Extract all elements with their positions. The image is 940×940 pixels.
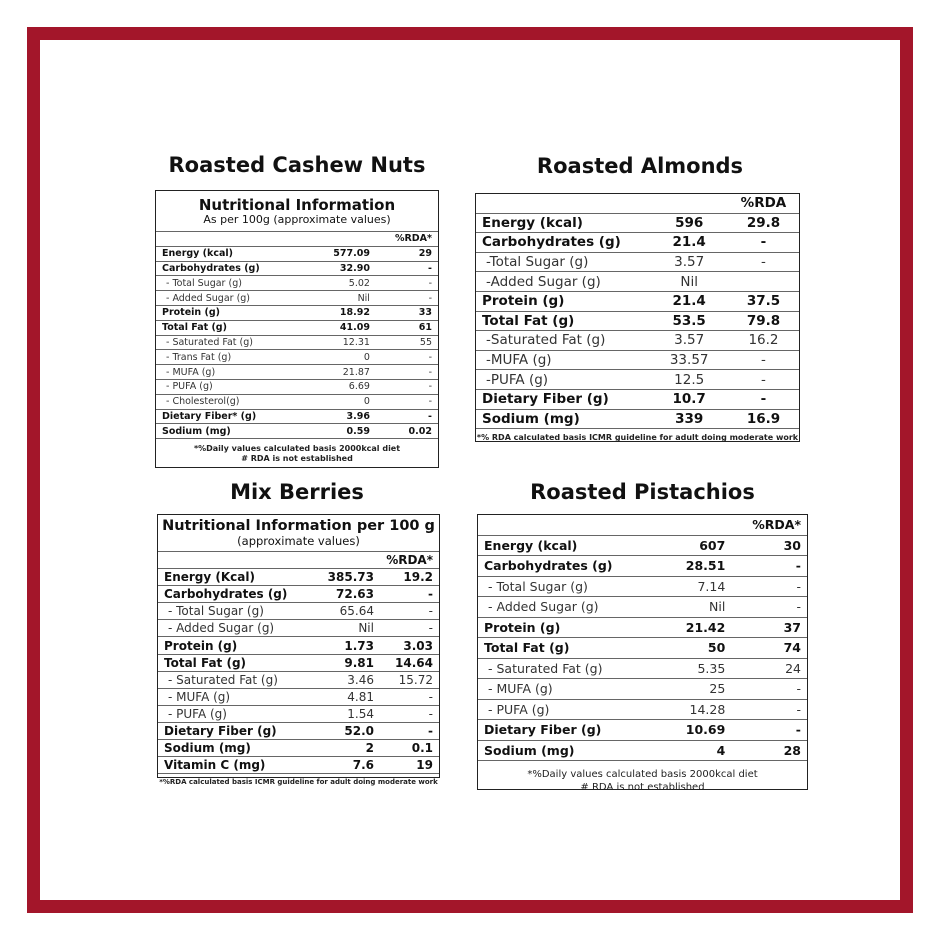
nutrient-row <box>476 252 799 272</box>
nutrient-value: 1.54 <box>347 706 374 721</box>
nutrient-row <box>156 379 438 394</box>
cashew-nutrition-panel <box>155 190 439 468</box>
nutrient-row <box>478 576 807 597</box>
nutrient-row <box>476 350 799 370</box>
nutrient-rda: - <box>428 396 432 408</box>
nutrient-row <box>478 658 807 679</box>
nutrient-rda: 74 <box>783 640 801 656</box>
almonds-rows <box>476 213 799 428</box>
nutrient-label: -Added Sugar (g) <box>486 273 601 290</box>
nutrient-label: -Saturated Fat (g) <box>486 332 606 349</box>
nutrient-rda: - <box>428 277 432 289</box>
nutrient-row <box>156 335 438 350</box>
nutrient-row <box>476 409 799 428</box>
nutrient-label: Sodium (mg) <box>162 425 231 437</box>
nutrient-rda: 37.5 <box>746 293 781 310</box>
pistachios-title: Roasted Pistachios <box>530 480 755 504</box>
nutrient-value: 1.73 <box>344 638 374 653</box>
nutrient-label: Sodium (mg) <box>482 410 580 427</box>
nutrient-row <box>158 637 439 654</box>
berries-title: Mix Berries <box>230 480 364 504</box>
almonds-footnote: *% RDA calculated basis ICMR guideline for adult doing moderate work <box>476 428 799 446</box>
nutrient-row <box>478 617 807 638</box>
nutrient-label: -MUFA (g) <box>486 352 552 369</box>
nutrient-rda: 16.2 <box>748 332 779 349</box>
berries-panel-header <box>158 515 439 551</box>
nutrient-label: Sodium (mg) <box>484 742 575 758</box>
nutrient-row <box>156 394 438 409</box>
nutrient-label: Vitamin C (mg) <box>164 758 266 773</box>
nutrient-value: Nil <box>680 273 698 290</box>
nutrient-label: Carbohydrates (g) <box>484 558 613 574</box>
nutrient-value: 12.5 <box>674 371 705 388</box>
nutrient-label: - PUFA (g) <box>166 381 213 393</box>
nutrient-rda: - <box>760 234 767 251</box>
nutrient-label: Energy (kcal) <box>162 248 233 260</box>
nutrient-value: 65.64 <box>339 604 374 619</box>
nutrient-label: Total Fat (g) <box>482 312 575 329</box>
nutrient-rda: 19 <box>416 758 433 773</box>
nutrient-value: 4.81 <box>347 689 374 704</box>
nutrient-value: 4 <box>716 742 726 758</box>
nutrient-label: - PUFA (g) <box>168 706 227 721</box>
nutrient-label: - Added Sugar (g) <box>166 292 251 304</box>
almonds-label-col-header <box>476 194 650 213</box>
nutrient-row <box>478 556 807 577</box>
nutrient-label: - Cholesterol(g) <box>166 396 240 408</box>
nutrient-row <box>158 757 439 774</box>
nutrient-label: Energy (Kcal) <box>164 570 255 585</box>
cashew-footnote-line-1: *%Daily values calculated basis 2000kcal diet <box>193 444 401 454</box>
nutrient-value: 5.35 <box>697 660 726 676</box>
nutrient-value: 28.51 <box>685 558 726 574</box>
nutrient-value: 21.4 <box>672 234 706 251</box>
nutrient-row <box>476 370 799 390</box>
nutrient-rda: 79.8 <box>746 312 781 329</box>
nutrient-row <box>476 291 799 311</box>
nutrient-value: 53.5 <box>672 312 706 329</box>
nutrient-row <box>156 261 438 276</box>
nutrient-rda: - <box>428 723 433 738</box>
nutrient-row <box>156 365 438 380</box>
nutrient-value: 339 <box>675 410 704 427</box>
nutrient-row <box>156 409 438 424</box>
nutrient-rda: 14.64 <box>395 655 433 670</box>
nutrient-value: 7.14 <box>697 578 726 594</box>
nutrient-rda: - <box>795 558 801 574</box>
nutrient-value: 18.92 <box>339 307 370 319</box>
nutrient-label: Dietary Fiber (g) <box>484 722 602 738</box>
nutrient-row <box>156 320 438 335</box>
nutrient-label: Energy (kcal) <box>482 214 583 231</box>
nutrient-label: - PUFA (g) <box>488 701 550 717</box>
nutrient-value: 0.59 <box>346 425 370 437</box>
nutrient-rda: 29 <box>418 248 432 260</box>
almonds-nutrition-table <box>476 194 799 428</box>
nutrient-label: Total Fat (g) <box>164 655 247 670</box>
nutrient-label: Protein (g) <box>162 307 220 319</box>
nutrient-rda: - <box>428 587 433 602</box>
nutrient-row <box>476 311 799 331</box>
nutrient-rda: - <box>428 604 433 619</box>
nutrient-value: 385.73 <box>327 570 374 585</box>
nutrient-row <box>156 246 438 261</box>
nutrient-row <box>158 740 439 757</box>
pistachios-label-col-header <box>478 515 669 535</box>
almonds-value-col-header <box>650 194 728 213</box>
nutrient-label: - MUFA (g) <box>168 689 231 704</box>
nutrient-value: 577.09 <box>333 248 370 260</box>
nutrient-rda: - <box>796 701 801 717</box>
nutrient-value: 32.90 <box>339 262 370 274</box>
nutrient-label: - MUFA (g) <box>488 681 553 697</box>
nutrient-value: 50 <box>707 640 726 656</box>
cashew-rda-col-header: %RDA* <box>394 233 432 245</box>
nutrient-label: Carbohydrates (g) <box>162 262 260 274</box>
nutrient-rda: - <box>795 722 801 738</box>
nutrient-row <box>158 722 439 739</box>
cashew-title: Roasted Cashew Nuts <box>168 153 426 177</box>
almonds-title: Roasted Almonds <box>536 154 744 178</box>
nutrient-rda: - <box>761 352 766 369</box>
pistachios-footnote-line-2: # RDA is not established <box>580 781 705 793</box>
nutrient-label: - Saturated Fat (g) <box>488 660 603 676</box>
berries-footnote: *%RDA calculated basis ICMR guideline for adult doing moderate work <box>158 773 439 787</box>
nutrient-label: Total Fat (g) <box>162 322 227 334</box>
nutrient-rda: 15.72 <box>398 672 433 687</box>
nutrient-row <box>478 720 807 741</box>
berries-panel-heading: Nutritional Information per 100 g <box>162 518 435 534</box>
nutrient-rda: - <box>760 391 767 408</box>
nutrient-label: - Saturated Fat (g) <box>168 672 278 687</box>
nutrient-row <box>158 586 439 603</box>
nutrient-rda: - <box>428 292 432 304</box>
berries-rda-col-header: %RDA* <box>386 553 433 568</box>
nutrient-rda: - <box>761 254 766 271</box>
nutrient-rda: 24 <box>785 660 801 676</box>
nutrient-value: 10.7 <box>672 391 706 408</box>
nutrient-value: 21.4 <box>672 293 706 310</box>
nutrient-rda: - <box>796 578 801 594</box>
pistachios-rda-col-header: %RDA* <box>752 517 801 533</box>
nutrient-row <box>156 350 438 365</box>
pistachios-footnote <box>478 760 807 794</box>
nutrient-row <box>478 679 807 700</box>
nutrient-row <box>476 331 799 351</box>
cashew-panel-heading: Nutritional Information <box>198 196 396 214</box>
nutrient-value: Nil <box>357 292 370 304</box>
nutrient-label: Carbohydrates (g) <box>482 234 621 251</box>
nutrient-rda: - <box>428 381 432 393</box>
nutrient-row <box>478 535 807 556</box>
nutrient-value: 5.02 <box>348 277 370 289</box>
nutrient-rda: 0.02 <box>408 425 432 437</box>
nutrient-rda: - <box>428 351 432 363</box>
nutrient-row <box>156 305 438 320</box>
nutrient-rda: - <box>428 621 433 636</box>
nutrient-label: Dietary Fiber (g) <box>482 391 609 408</box>
nutrient-row <box>158 705 439 722</box>
nutrient-row <box>158 654 439 671</box>
cashew-label-col-header <box>156 232 303 247</box>
nutrient-value: 21.42 <box>685 619 726 635</box>
nutrient-label: Total Fat (g) <box>484 640 570 656</box>
nutrient-rda: - <box>761 371 766 388</box>
nutrient-rda: - <box>796 681 801 697</box>
pistachios-value-col-header <box>669 515 732 535</box>
nutrient-value: 2 <box>365 741 374 756</box>
nutrient-value: 0 <box>363 396 370 408</box>
nutrient-rda: 19.2 <box>403 570 433 585</box>
nutrient-label: Energy (kcal) <box>484 537 578 553</box>
nutrient-label: Protein (g) <box>164 638 238 653</box>
nutrient-label: Sodium (mg) <box>164 741 251 756</box>
nutrient-value: 25 <box>709 681 726 697</box>
nutrient-value: 41.09 <box>339 322 370 334</box>
nutrient-label: Dietary Fiber (g) <box>164 723 277 738</box>
nutrient-value: 12.31 <box>342 336 370 348</box>
nutrient-row <box>478 699 807 720</box>
nutrient-value: 10.69 <box>685 722 726 738</box>
nutrient-value: 0 <box>363 351 370 363</box>
cashew-footnote-line-2: # RDA is not established <box>241 454 353 464</box>
nutrient-label: - Added Sugar (g) <box>488 599 599 615</box>
nutrient-row <box>158 620 439 637</box>
nutrient-row <box>476 272 799 292</box>
berries-panel-subheading: (approximate values) <box>237 533 360 548</box>
nutrient-row <box>478 740 807 760</box>
almonds-nutrition-panel <box>475 193 800 442</box>
nutrient-rda: - <box>428 410 432 422</box>
pistachios-nutrition-table <box>478 515 807 760</box>
nutrient-rda: - <box>796 599 801 615</box>
nutrient-label: - Total Sugar (g) <box>488 578 588 594</box>
nutrient-rda: 0.1 <box>411 741 433 756</box>
nutrient-rda: 33 <box>418 307 432 319</box>
pistachios-rows <box>478 535 807 760</box>
nutrient-value: 14.28 <box>689 701 726 717</box>
nutrient-row <box>158 671 439 688</box>
nutrient-value: 3.57 <box>674 254 705 271</box>
berries-label-col-header <box>158 552 310 569</box>
nutrient-label: - Added Sugar (g) <box>168 621 275 636</box>
nutrient-value: 3.57 <box>674 332 705 349</box>
nutrient-row <box>158 569 439 586</box>
nutrient-value: 33.57 <box>669 352 709 369</box>
pistachios-footnote-line-1: *%Daily values calculated basis 2000kcal diet <box>527 769 758 780</box>
nutrient-rda <box>728 272 799 292</box>
cashew-rows <box>156 246 438 438</box>
nutrient-label: Protein (g) <box>484 619 561 635</box>
nutrient-row <box>476 213 799 233</box>
nutrient-label: Protein (g) <box>482 293 565 310</box>
berries-nutrition-table <box>158 551 439 773</box>
nutrient-value: 3.46 <box>347 672 374 687</box>
nutrient-row <box>476 233 799 253</box>
nutrient-label: Dietary Fiber* (g) <box>162 410 257 422</box>
nutrient-label: - Trans Fat (g) <box>166 351 232 363</box>
nutrient-value: 6.69 <box>348 381 370 393</box>
nutrient-rda: 55 <box>419 336 432 348</box>
nutrient-row <box>158 688 439 705</box>
nutrient-value: 72.63 <box>336 587 374 602</box>
nutrient-value: 607 <box>699 537 726 553</box>
nutrient-rda: 37 <box>783 619 801 635</box>
nutrient-rda: 28 <box>783 742 801 758</box>
cashew-panel-header <box>156 191 438 231</box>
cashew-nutrition-table <box>156 231 438 438</box>
berries-rows <box>158 569 439 774</box>
pistachios-nutrition-panel <box>477 514 808 793</box>
nutrient-row <box>156 424 438 438</box>
nutrient-rda: - <box>428 706 433 721</box>
nutrient-value: Nil <box>358 621 374 636</box>
nutrient-rda: - <box>428 262 432 274</box>
almonds-rda-col-header: %RDA <box>740 195 787 212</box>
nutrient-label: -Total Sugar (g) <box>486 254 589 271</box>
nutrient-row <box>156 291 438 306</box>
nutrient-row <box>158 603 439 620</box>
nutrient-label: - MUFA (g) <box>166 366 216 378</box>
nutrient-label: -PUFA (g) <box>486 371 549 388</box>
nutrient-rda: - <box>428 689 433 704</box>
nutrient-rda: 30 <box>783 537 801 553</box>
nutrient-value: 52.0 <box>344 723 374 738</box>
cashew-panel-subheading: As per 100g (approximate values) <box>203 213 391 227</box>
nutrient-row <box>156 276 438 291</box>
nutrient-label: Carbohydrates (g) <box>164 587 288 602</box>
nutrient-row <box>478 597 807 618</box>
nutrient-row <box>478 638 807 659</box>
nutrient-value: 21.87 <box>342 366 370 378</box>
nutrient-rda: 16.9 <box>746 410 781 427</box>
nutrient-rda: 3.03 <box>403 638 433 653</box>
nutrient-rda: 29.8 <box>746 214 781 231</box>
nutrient-label: - Saturated Fat (g) <box>166 336 253 348</box>
nutrient-label: - Total Sugar (g) <box>168 604 264 619</box>
nutrient-row <box>476 389 799 409</box>
berries-nutrition-panel <box>157 514 440 787</box>
cashew-footnote <box>156 438 438 464</box>
nutrient-value: 596 <box>675 214 704 231</box>
cashew-value-col-header <box>303 232 376 247</box>
nutrient-rda: - <box>428 366 432 378</box>
nutrient-value: Nil <box>709 599 726 615</box>
nutrient-rda: 61 <box>418 322 432 334</box>
berries-value-col-header <box>310 552 380 569</box>
nutrient-value: 3.96 <box>346 410 370 422</box>
nutrient-value: 7.6 <box>352 758 374 773</box>
nutrient-value: 9.81 <box>344 655 374 670</box>
nutrient-label: - Total Sugar (g) <box>166 277 242 289</box>
